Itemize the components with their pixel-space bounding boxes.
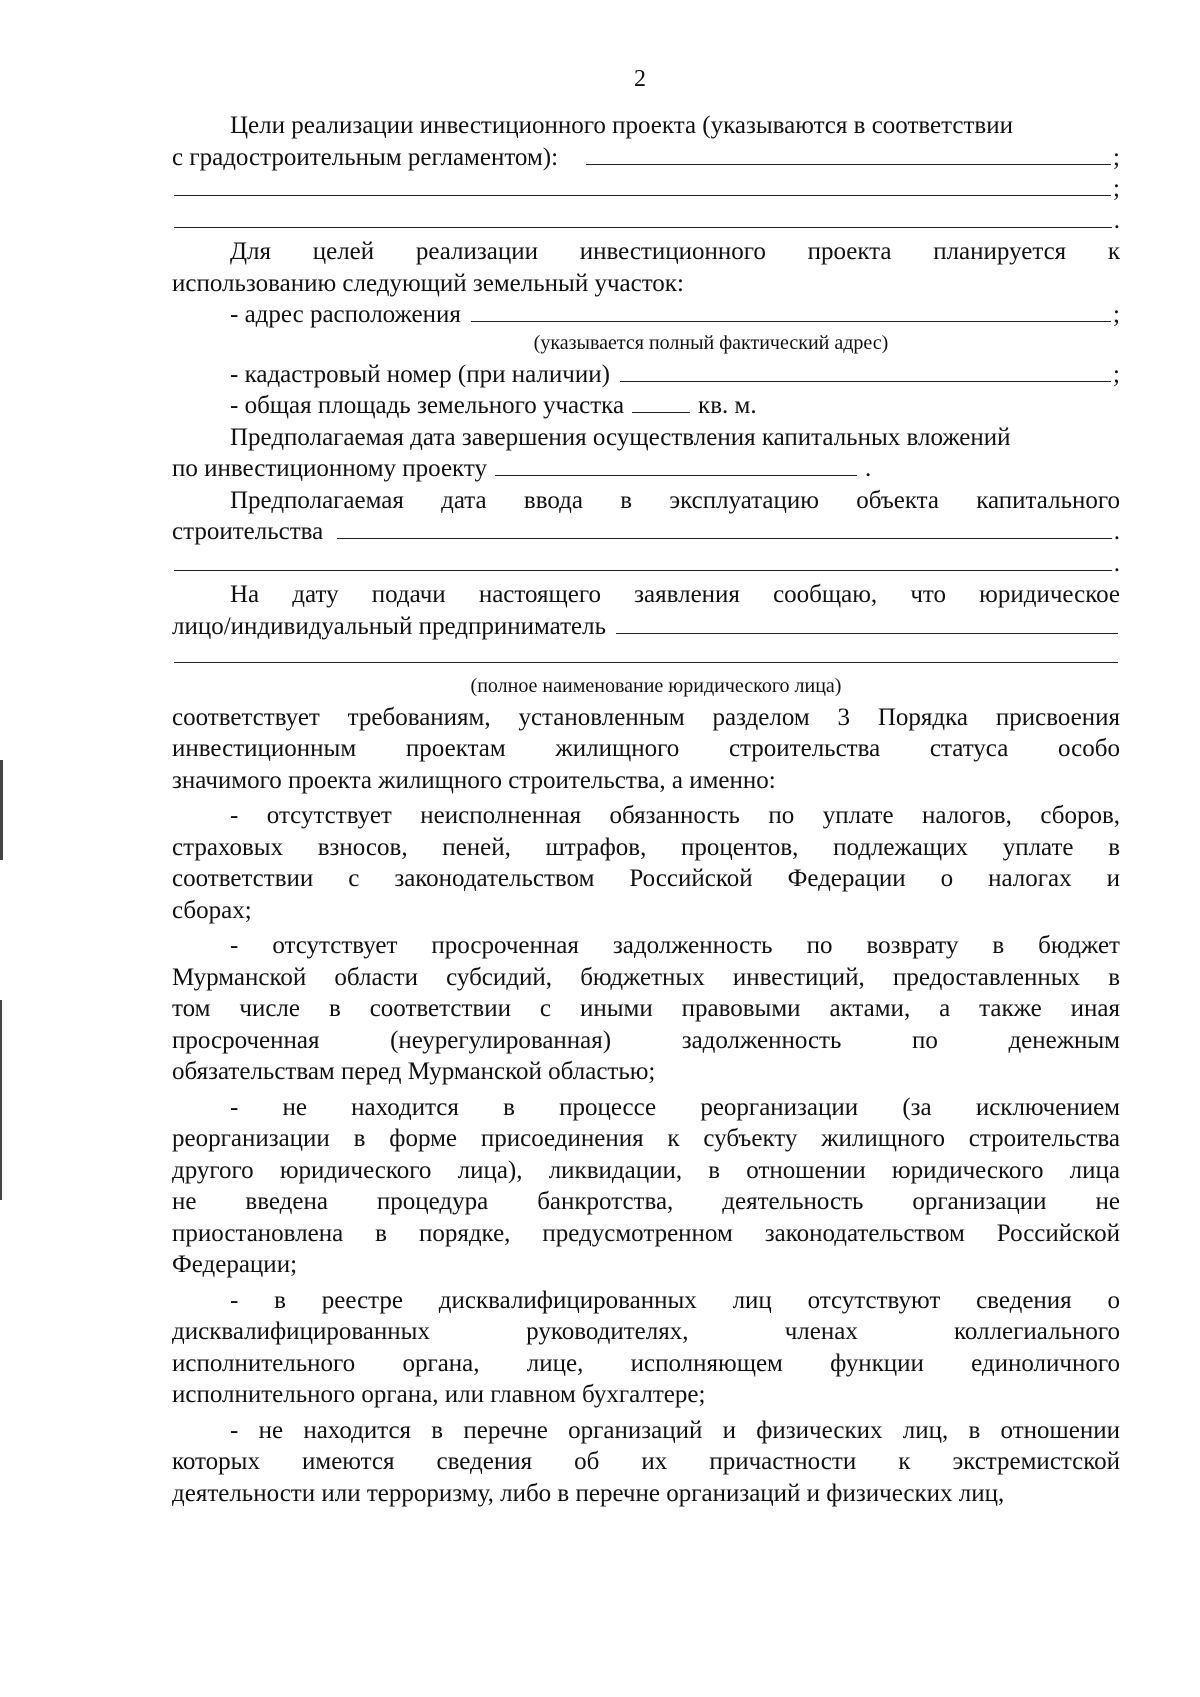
p3-line-3: том числе в соответствии с иными правовыми актами, а также иная: [172, 995, 1120, 1022]
p2-line-4: сборах;: [172, 896, 252, 924]
p4-line-1: - не находится в процессе реорганизации (за исключением: [230, 1093, 1120, 1121]
area-row: [172, 390, 1120, 422]
declaration-line-3: [172, 642, 1120, 674]
p4-line-2: реорганизации в форме присоединения к субъекту жилищного строительства: [172, 1125, 1120, 1152]
cadastral-label: - кадастровый номер (при наличии): [230, 360, 610, 388]
p5-line-1: - в реестре дисквалифицированных лиц отсутствуют сведения о: [230, 1286, 1120, 1314]
goals-line-1: Цели реализации инвестиционного проекта (указываются в соответствии: [230, 112, 1013, 139]
scan-margin-mark: [0, 760, 3, 860]
completion-date-field[interactable]: [495, 455, 857, 476]
p3-line-2: Мурманской области субсидий, бюджетных инвестиций, предоставленных в: [172, 963, 1120, 991]
entity-name-hint: (полное наименование юридического лица): [470, 674, 842, 697]
p1-line-3: значимого проекта жилищного строительства, а именно:: [172, 766, 776, 794]
p3-line-5: обязательствам перед Мурманской областью;: [172, 1058, 656, 1085]
goals-blank-2[interactable]: [174, 175, 1111, 196]
cadastral-field[interactable]: [620, 361, 1111, 382]
scan-margin-mark: [0, 1000, 2, 1200]
area-label: - общая площадь земельного участка: [230, 392, 625, 419]
p4-line-3: другого юридического лица), ликвидации, в отношении юридического лица: [172, 1156, 1120, 1184]
document-body: [172, 110, 1120, 1509]
goals-line-4: .: [172, 205, 1120, 237]
p5-line-4: исполнительного органа, или главном бухгалтере;: [172, 1381, 706, 1408]
address-field[interactable]: [471, 301, 1111, 322]
goals-blank-3[interactable]: [174, 207, 1112, 228]
goals-line-3: ;: [172, 173, 1120, 205]
p1-line-1: соответствует требованиям, установленным разделом 3 Порядка присвоения: [172, 703, 1120, 731]
plot-intro-line-1: Для целей реализации инвестиционного проекта планируется к: [230, 238, 1120, 265]
commission-line-3: .: [172, 548, 1120, 580]
goals-line-2: с градостроительным регламентом): ;: [172, 143, 1120, 171]
area-unit: кв. м.: [698, 392, 757, 419]
completion-line-1: Предполагаемая дата завершения осуществления капитальных вложений: [230, 423, 1011, 451]
address-hint: (указывается полный фактический адрес): [533, 331, 889, 354]
p5-line-2: дисквалифицированных руководителях, членах коллегиального: [172, 1318, 1120, 1345]
p3-line-1: - отсутствует просроченная задолженность по возврату в бюджет: [230, 932, 1120, 959]
p6-line-1: - не находится в перечне организаций и физических лиц, в отношении: [230, 1416, 1120, 1444]
commission-line-2: строительства .: [172, 518, 1120, 545]
p2-line-2: страховых взносов, пеней, штрафов, процентов, подлежащих уплате в: [172, 833, 1120, 861]
commission-date-field[interactable]: [337, 518, 1112, 539]
declaration-line-2: лицо/индивидуальный предприниматель: [172, 611, 1120, 643]
address-row: - адрес расположения ;: [172, 299, 1120, 331]
address-label: - адрес расположения: [230, 301, 461, 328]
p4-line-5: приостановлена в порядке, предусмотренном законодательством Российской: [172, 1219, 1120, 1247]
p3-line-4: просроченная (неурегулированная) задолженность по денежным: [172, 1026, 1120, 1054]
p5-line-3: исполнительного органа, лице, исполняющем функции единоличного: [172, 1349, 1120, 1377]
p6-line-3: деятельности или терроризму, либо в перечне организаций и физических лиц,: [172, 1479, 1005, 1507]
p4-line-6: Федерации;: [172, 1251, 298, 1278]
entity-name-field-2[interactable]: [174, 642, 1118, 663]
goals-blank-1[interactable]: [586, 144, 1111, 165]
plot-intro-line-2: использованию следующий земельный участок:: [172, 269, 684, 297]
p4-line-4: не введена процедура банкротства, деятельность организации не: [172, 1188, 1120, 1215]
entity-name-field[interactable]: [616, 613, 1118, 634]
cadastral-row: - кадастровый номер (при наличии) ;: [172, 359, 1120, 391]
commission-line-1: Предполагаемая дата ввода в эксплуатацию объекта капитального: [230, 486, 1120, 514]
completion-line-2: по инвестиционному проекту .: [172, 455, 872, 482]
page-number: 2: [634, 66, 646, 92]
p6-line-2: которых имеются сведения об их причастности к экстремистской: [172, 1448, 1120, 1475]
p2-line-1: - отсутствует неисполненная обязанность по уплате налогов, сборов,: [230, 802, 1120, 829]
commission-date-field-2[interactable]: [174, 550, 1112, 571]
area-field[interactable]: [632, 392, 690, 413]
declaration-line-1: На дату подачи настоящего заявления сообщаю, что юридическое: [230, 581, 1120, 608]
p2-line-3: соответствии с законодательством Российской Федерации о налогах и: [172, 865, 1120, 892]
p1-line-2: инвестиционным проектам жилищного строительства статуса особо: [172, 735, 1120, 762]
